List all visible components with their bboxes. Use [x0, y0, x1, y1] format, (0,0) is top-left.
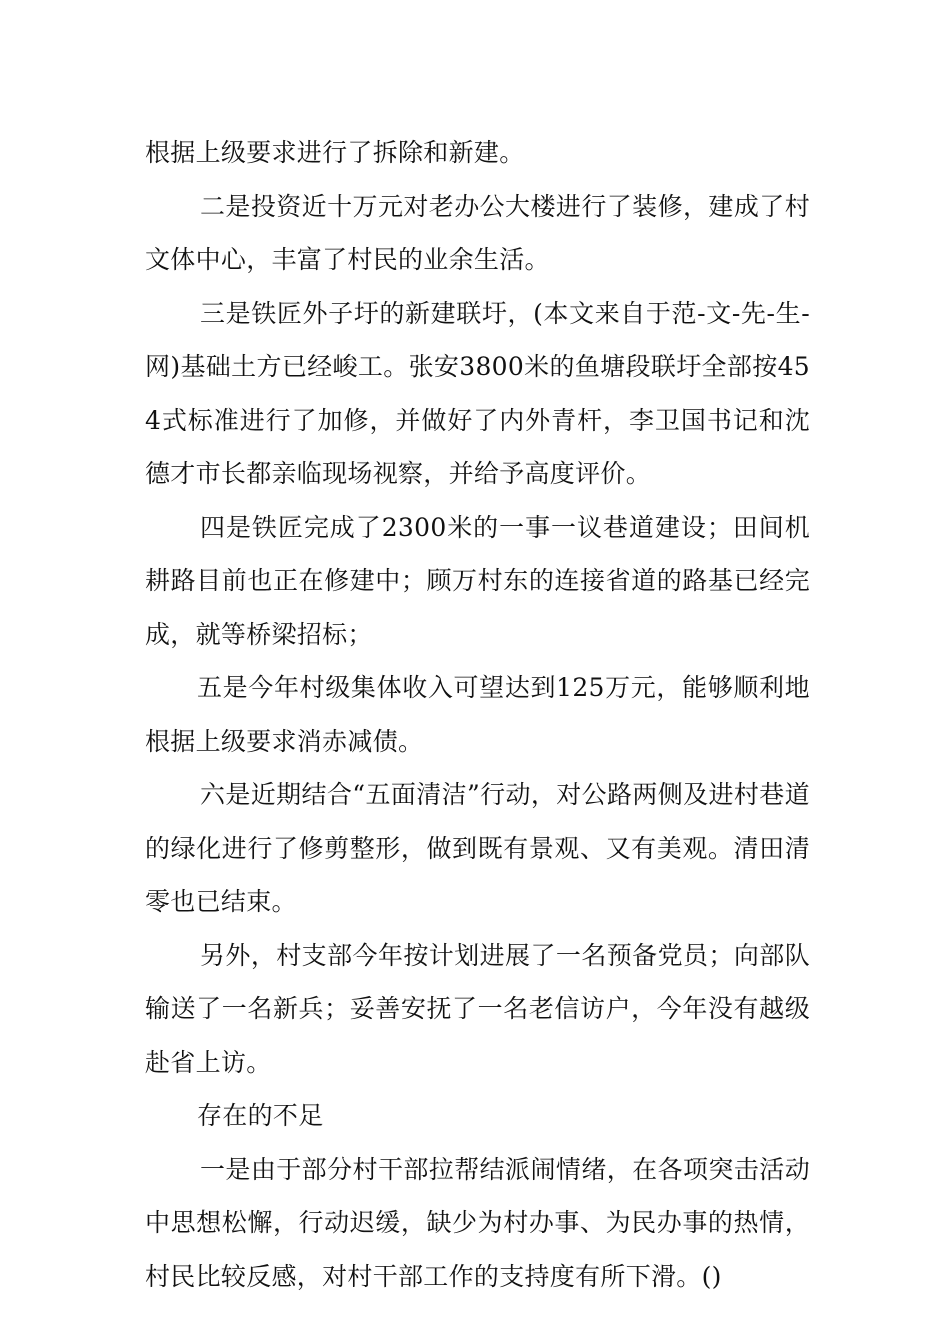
section-heading-shortcomings: 存在的不足: [197, 1101, 324, 1130]
paragraph-item-four: 四是铁匠完成了2300米的一事一议巷道建设；田间机耕路目前也正在修建中；顾万村东的连接省道的路基已经完成，就等桥梁招标；: [145, 512, 810, 649]
paragraph-item-three: 三是铁匠外子圩的新建联圩，(本文来自于范-文-先-生-网)基础土方已经峻工。张安3800米的鱼塘段联圩全部按454式标准进行了加修，并做好了内外青杆，李卫国书记和沈德才市长都亲临现场视察，并给予高度评价。: [145, 298, 810, 488]
paragraph-item-six: 六是近期结合“五面清洁”行动，对公路两侧及进村巷道的绿化进行了修剪整形，做到既有景观、又有美观。清田清零也已结束。: [145, 780, 810, 916]
paragraph-additional: 另外，村支部今年按计划进展了一名预备党员；向部队输送了一名新兵；妥善安抚了一名老信访户，今年没有越级赴省上访。: [145, 940, 810, 1077]
paragraph-item-two: 二是投资近十万元对老办公大楼进行了装修，建成了村文体中心，丰富了村民的业余生活。: [145, 191, 810, 274]
document-body: [145, 126, 810, 1303]
paragraph-continuation: 根据上级要求进行了拆除和新建。: [145, 138, 525, 167]
paragraph-item-five: 五是今年村级集体收入可望达到125万元，能够顺利地根据上级要求消赤减债。: [145, 673, 810, 756]
paragraph-shortcoming-one: 一是由于部分村干部拉帮结派闹情绪，在各项突击活动中思想松懈，行动迟缓，缺少为村办事、为民办事的热情，村民比较反感，对村干部工作的支持度有所下滑。(): [145, 1154, 810, 1291]
